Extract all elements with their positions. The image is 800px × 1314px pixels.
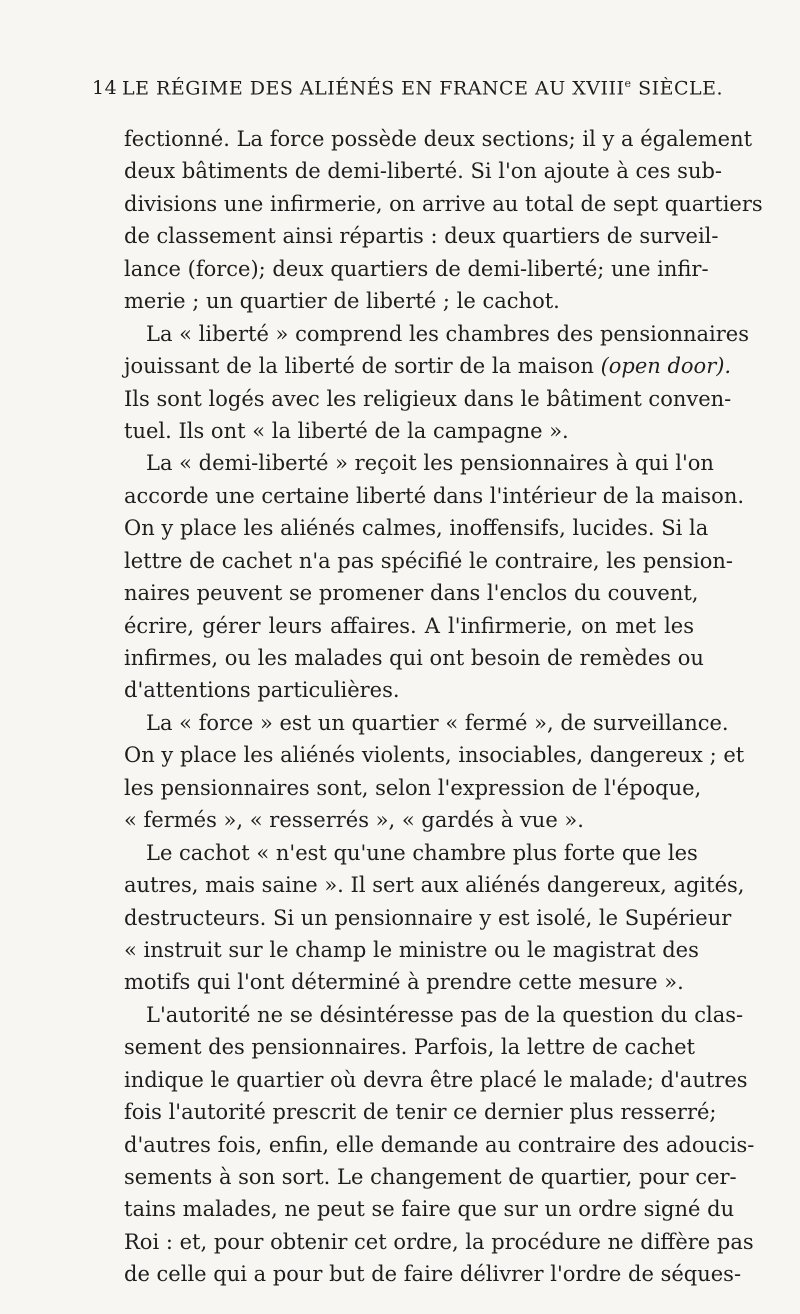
running-title [122, 77, 723, 99]
text-line: les pensionnaires sont, selon l'expression de l'époque, [124, 775, 702, 800]
running-title-superscript: e [624, 77, 632, 90]
text-line: d'autres fois, enfin, elle demande au contraire des adoucis- [124, 1132, 755, 1157]
text-line: destructeurs. Si un pensionnaire y est isolé, le Supérieur [124, 905, 732, 930]
text-line: On y place les aliénés violents, insociables, dangereux ; et [124, 743, 745, 768]
text-line: d'attentions particulières. [124, 678, 400, 703]
text-line: Ils sont logés avec les religieux dans le bâtiment conven- [124, 386, 732, 411]
running-title-end: SIÈCLE. [631, 77, 724, 100]
text-line: indique le quartier où devra être placé le malade; d'autres [124, 1067, 748, 1092]
text-line: écrire, gérer leurs affaires. A l'infirmerie, on met les [124, 613, 694, 638]
text-line: sements à son sort. Le changement de quartier, pour cer- [124, 1165, 737, 1189]
text-line: Le cachot « n'est qu'une chambre plus forte que les [146, 840, 698, 865]
text-line: L'autorité ne se désintéresse pas de la question du clas- [146, 1002, 744, 1027]
text-line: lance (force); deux quartiers de demi-liberté; une infir- [124, 256, 709, 281]
text-line-start: jouissant de la liberté de sortir de la maison [124, 354, 601, 379]
text-line: La « liberté » comprend les chambres des pensionnaires [146, 321, 750, 346]
text-line: « fermés », « resserrés », « gardés à vue ». [124, 808, 584, 833]
text-line: La « force » est un quartier « fermé », de surveillance. [146, 710, 729, 735]
italic-phrase: (open door). [600, 354, 732, 379]
text-line: fectionné. La force possède deux sections; il y a également [124, 127, 753, 151]
text-line-with-italic [124, 350, 732, 382]
text-line: motifs qui l'ont déterminé à prendre cette mesure ». [124, 970, 684, 995]
text-line: La « demi-liberté » reçoit les pensionnaires à qui l'on [146, 451, 714, 476]
body-text [124, 123, 763, 1291]
running-header [92, 77, 724, 107]
text-line: tains malades, ne peut se faire que sur un ordre signé du [124, 1197, 735, 1222]
text-line: lettre de cachet n'a pas spécifié le contraire, les pension- [124, 548, 733, 573]
text-line: sement des pensionnaires. Parfois, la lettre de cachet [124, 1035, 695, 1060]
text-line: deux bâtiments de demi-liberté. Si l'on ajoute à ces sub- [124, 159, 723, 184]
text-line: fois l'autorité prescrit de tenir ce dernier plus resserré; [124, 1100, 717, 1125]
running-title-text: LE RÉGIME DES ALIÉNÉS EN FRANCE AU XVIII [122, 77, 625, 100]
text-line: merie ; un quartier de liberté ; le cachot. [124, 289, 560, 314]
text-line: de classement ainsi répartis : deux quartiers de surveil- [124, 224, 719, 249]
text-line: tuel. Ils ont « la liberté de la campagne ». [124, 418, 569, 443]
text-line: infirmes, ou les malades qui ont besoin de remèdes ou [124, 646, 704, 670]
text-line: « instruit sur le champ le ministre ou le magistrat des [124, 937, 699, 962]
text-line: naires peuvent se promener dans l'enclos du couvent, [124, 581, 699, 606]
text-line: de celle qui a pour but de faire délivrer l'ordre de séques- [124, 1262, 742, 1287]
page-number: 14 [92, 77, 118, 99]
text-line: accorde une certaine liberté dans l'intérieur de la maison. [124, 483, 745, 508]
text-line: divisions une infirmerie, on arrive au total de sept quartiers [124, 191, 763, 216]
text-line: On y place les aliénés calmes, inoffensifs, lucides. Si la [124, 516, 709, 541]
text-line: autres, mais saine ». Il sert aux aliénés dangereux, agités, [124, 873, 745, 898]
text-line: Roi : et, pour obtenir cet ordre, la procédure ne diffère pas [124, 1229, 754, 1254]
